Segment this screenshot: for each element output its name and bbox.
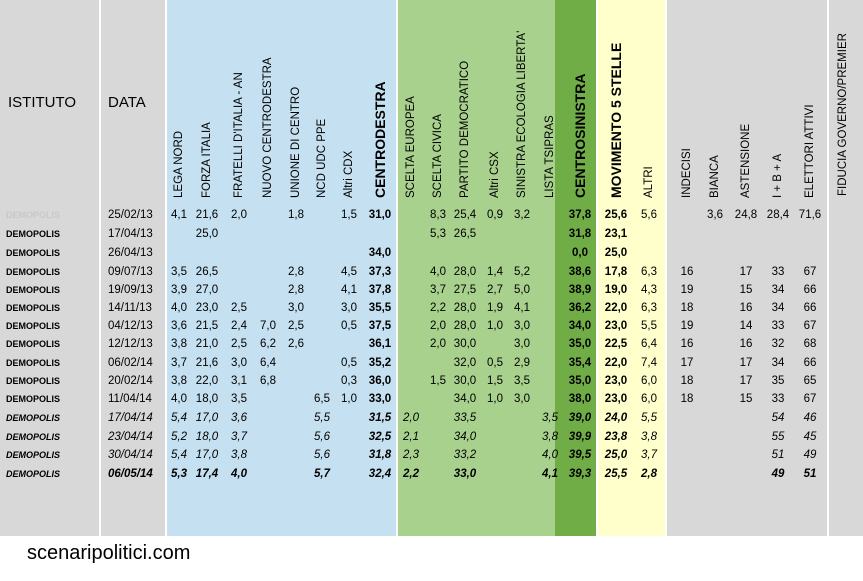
column-header: SINISTRA ECOLOGIA LIBERTA' (516, 30, 528, 198)
table-cell: 5,6 (641, 209, 657, 221)
table-cell: 6,0 (641, 393, 657, 405)
column-header: SCELTA CIVICA (432, 114, 444, 198)
source-credit: scenaripolitici.com (27, 542, 191, 564)
table-cell: 3,0 (514, 338, 530, 350)
table-cell: 3,0 (514, 320, 530, 332)
table-cell: 32,0 (453, 357, 477, 369)
table-cell: 28,0 (453, 320, 477, 332)
table-cell: 2,5 (231, 338, 247, 350)
table-cell: 5,0 (514, 284, 530, 296)
column-header: CENTROSINISTRA (572, 73, 588, 198)
table-cell: 2,0 (231, 209, 247, 221)
table-cell: 28,4 (766, 209, 790, 221)
table-cell: 8,3 (430, 209, 446, 221)
table-cell: 1,0 (341, 393, 357, 405)
table-cell: 24,8 (734, 209, 758, 221)
table-cell: 7,0 (260, 320, 276, 332)
table-cell: 71,6 (798, 209, 822, 221)
table-cell: 17,0 (195, 449, 219, 461)
table-cell: 2,7 (487, 284, 503, 296)
column-header: SCELTA EUROPEA (405, 96, 417, 198)
table-cell: 23,0 (604, 320, 628, 332)
row-istituto: DEMOPOLIS (6, 469, 61, 479)
table-cell: 0,5 (341, 357, 357, 369)
table-cell: 34 (771, 302, 785, 314)
table-cell: 49 (771, 468, 785, 480)
table-cell: 36,0 (368, 375, 392, 387)
table-cell: 27,5 (453, 284, 477, 296)
table-cell: 5,5 (314, 412, 330, 424)
table-cell: 17 (739, 266, 753, 278)
table-cell: 5,5 (641, 412, 657, 424)
table-cell: 0,3 (341, 375, 357, 387)
row-istituto: DEMOPOLIS (6, 321, 61, 331)
table-cell: 31,5 (368, 412, 392, 424)
table-cell: 2,9 (514, 357, 530, 369)
table-cell: 15 (739, 393, 753, 405)
table-cell: 22,5 (604, 338, 628, 350)
table-cell: 5,6 (314, 449, 330, 461)
table-cell: 17,4 (195, 468, 219, 480)
table-cell: 51 (771, 449, 785, 461)
table-cell: 4,3 (641, 284, 657, 296)
table-cell: 37,3 (368, 266, 392, 278)
column-header: FIDUCIA GOVERNO/PREMIER (837, 33, 849, 196)
table-cell: 4,0 (171, 393, 187, 405)
table-cell: 1,9 (487, 302, 503, 314)
table-cell: 3,8 (641, 431, 657, 443)
table-cell: 16 (680, 338, 694, 350)
table-cell: 5,3 (171, 468, 187, 480)
column-header: FRATELLI D'ITALIA - AN (233, 72, 245, 198)
table-cell: 6,5 (314, 393, 330, 405)
table-cell: 2,8 (288, 266, 304, 278)
column-separator (99, 0, 101, 536)
column-header: NCD UDC PPE (316, 118, 328, 198)
table-cell: 2,0 (403, 412, 419, 424)
row-date: 26/04/13 (108, 247, 153, 259)
table-cell: 18 (680, 393, 694, 405)
table-cell: 3,7 (641, 449, 657, 461)
table-cell: 5,2 (514, 266, 530, 278)
table-cell: 33,5 (453, 412, 477, 424)
table-cell: 21,5 (195, 320, 219, 332)
table-cell: 25,6 (604, 209, 628, 221)
table-cell: 55 (771, 431, 785, 443)
table-cell: 35,0 (568, 338, 592, 350)
table-cell: 33,0 (453, 468, 477, 480)
table-cell: 6,4 (641, 338, 657, 350)
table-cell: 18 (680, 302, 694, 314)
table-cell: 3,5 (171, 266, 187, 278)
table-cell: 5,4 (171, 449, 187, 461)
table-cell: 1,5 (487, 375, 503, 387)
table-cell: 45 (803, 431, 817, 443)
table-cell: 25,0 (604, 247, 628, 259)
table-cell: 19 (680, 284, 694, 296)
table-cell: 2,6 (288, 338, 304, 350)
table-cell: 30,0 (453, 338, 477, 350)
table-cell: 3,8 (231, 449, 247, 461)
table-cell: 18,0 (195, 431, 219, 443)
table-cell: 3,8 (171, 375, 187, 387)
table-cell: 4,5 (341, 266, 357, 278)
table-cell: 1,5 (430, 375, 446, 387)
table-cell: 3,7 (171, 357, 187, 369)
table-cell: 3,0 (288, 302, 304, 314)
column-separator (827, 0, 829, 536)
table-cell: 33 (771, 320, 785, 332)
row-date: 17/04/14 (108, 412, 153, 424)
table-cell: 15 (739, 284, 753, 296)
column-header: ALTRI (643, 166, 655, 198)
table-cell: 67 (803, 266, 817, 278)
table-cell: 3,0 (514, 393, 530, 405)
table-cell: 46 (803, 412, 817, 424)
table-cell: 35 (771, 375, 785, 387)
table-cell: 2,5 (288, 320, 304, 332)
table-cell: 2,5 (231, 302, 247, 314)
table-cell: 6,2 (260, 338, 276, 350)
table-cell: 3,6 (707, 209, 723, 221)
table-cell: 5,2 (171, 431, 187, 443)
table-cell: 32,4 (368, 468, 392, 480)
table-cell: 1,0 (487, 393, 503, 405)
table-cell: 19 (680, 320, 694, 332)
table-cell: 0,9 (487, 209, 503, 221)
row-date: 04/12/13 (108, 320, 153, 332)
table-cell: 36,1 (368, 338, 392, 350)
table-cell: 31,8 (368, 449, 392, 461)
table-cell: 7,4 (641, 357, 657, 369)
table-cell: 4,1 (171, 209, 187, 221)
row-istituto: DEMOPOLIS (6, 267, 61, 277)
table-cell: 54 (771, 412, 785, 424)
table-cell: 17 (739, 357, 753, 369)
table-cell: 23,0 (604, 393, 628, 405)
column-header: BIANCA (709, 155, 721, 198)
table-cell: 2,4 (231, 320, 247, 332)
table-cell: 3,8 (171, 338, 187, 350)
table-cell: 0,0 (572, 247, 588, 259)
table-cell: 28,0 (453, 302, 477, 314)
table-cell: 2,3 (403, 449, 419, 461)
row-istituto: DEMOPOLIS (6, 394, 61, 404)
row-date: 19/09/13 (108, 284, 153, 296)
table-cell: 38,6 (568, 266, 592, 278)
table-cell: 32 (771, 338, 785, 350)
row-date: 14/11/13 (108, 302, 152, 314)
row-date: 30/04/14 (108, 449, 153, 461)
table-cell: 31,0 (368, 209, 392, 221)
table-cell: 17,0 (195, 412, 219, 424)
table-cell: 4,0 (171, 302, 187, 314)
row-istituto: DEMOPOLIS (6, 413, 61, 423)
table-cell: 4,1 (341, 284, 357, 296)
table-cell: 5,4 (171, 412, 187, 424)
table-cell: 39,0 (568, 412, 592, 424)
table-cell: 36,2 (568, 302, 592, 314)
table-cell: 35,2 (368, 357, 392, 369)
table-cell: 25,0 (604, 449, 628, 461)
column-header: CENTRODESTRA (372, 81, 388, 198)
table-cell: 2,0 (430, 320, 446, 332)
table-cell: 18,0 (195, 393, 219, 405)
table-cell: 34,0 (568, 320, 592, 332)
table-cell: 18 (680, 375, 694, 387)
row-istituto: DEMOPOLIS (6, 358, 61, 368)
table-cell: 38,9 (568, 284, 592, 296)
table-cell: 33 (771, 266, 785, 278)
table-cell: 3,0 (231, 357, 247, 369)
table-cell: 67 (803, 320, 817, 332)
table-cell: 39,3 (568, 468, 592, 480)
column-header: ELETTORI ATTIVI (804, 104, 816, 198)
table-cell: 3,5 (231, 393, 247, 405)
table-cell: 37,8 (368, 284, 392, 296)
column-header: UNIONE DI CENTRO (290, 86, 302, 198)
table-cell: 37,5 (368, 320, 392, 332)
table-cell: 31,8 (568, 228, 592, 240)
table-cell: 4,1 (514, 302, 530, 314)
row-istituto: DEMOPOLIS (6, 339, 61, 349)
row-istituto: DEMOPOLIS (6, 285, 61, 295)
column-header: PARTITO DEMOCRATICO (459, 60, 471, 198)
table-cell: 3,1 (231, 375, 247, 387)
table-cell: 17 (739, 375, 753, 387)
table-cell: 39,9 (568, 431, 592, 443)
table-cell: 16 (680, 266, 694, 278)
table-cell: 23,0 (604, 375, 628, 387)
table-cell: 21,6 (195, 357, 219, 369)
column-header: Altri CDX (343, 150, 355, 198)
table-cell: 35,0 (568, 375, 592, 387)
column-header: FORZA ITALIA (201, 122, 213, 198)
header-istituto: ISTITUTO (8, 94, 77, 111)
column-header: LEGA NORD (173, 130, 185, 198)
column-header: ASTENSIONE (740, 123, 752, 198)
table-cell: 0,5 (341, 320, 357, 332)
table-cell: 3,5 (514, 375, 530, 387)
table-cell: 21,0 (195, 338, 219, 350)
row-date: 23/04/14 (108, 431, 153, 443)
table-cell: 35,5 (368, 302, 392, 314)
column-header: INDECISI (681, 148, 693, 198)
table-cell: 27,0 (195, 284, 219, 296)
row-date: 09/07/13 (108, 266, 153, 278)
table-cell: 1,5 (341, 209, 357, 221)
table-cell: 67 (803, 393, 817, 405)
column-header: LISTA TSIPRAS (544, 115, 556, 198)
table-cell: 3,7 (430, 284, 446, 296)
table-cell: 5,7 (314, 468, 330, 480)
row-istituto: DEMOPOLIS (6, 210, 61, 220)
table-cell: 3,5 (542, 412, 558, 424)
table-cell: 24,0 (604, 412, 628, 424)
table-cell: 6,3 (641, 266, 657, 278)
row-date: 25/02/13 (108, 209, 153, 221)
table-cell: 2,2 (403, 468, 419, 480)
column-header: MOVIMENTO 5 STELLE (608, 42, 624, 198)
table-cell: 38,0 (568, 393, 592, 405)
table-cell: 26,5 (195, 266, 219, 278)
row-istituto: DEMOPOLIS (6, 450, 61, 460)
table-cell: 66 (803, 284, 817, 296)
row-istituto: DEMOPOLIS (6, 303, 61, 313)
table-cell: 6,8 (260, 375, 276, 387)
table-cell: 19,0 (604, 284, 628, 296)
table-cell: 6,3 (641, 302, 657, 314)
row-istituto: DEMOPOLIS (6, 248, 61, 258)
table-cell: 34 (771, 284, 785, 296)
table-cell: 16 (739, 338, 753, 350)
row-date: 06/02/14 (108, 357, 153, 369)
table-cell: 2,8 (288, 284, 304, 296)
table-cell: 4,0 (231, 468, 247, 480)
table-cell: 17 (680, 357, 694, 369)
table-cell: 2,0 (430, 338, 446, 350)
table-cell: 17,8 (604, 266, 628, 278)
table-cell: 3,2 (514, 209, 530, 221)
table-cell: 34,0 (453, 393, 477, 405)
table-cell: 25,0 (195, 228, 219, 240)
table-cell: 5,3 (430, 228, 446, 240)
row-date: 06/05/14 (108, 468, 153, 480)
table-cell: 5,5 (641, 320, 657, 332)
table-cell: 1,8 (288, 209, 304, 221)
table-cell: 23,8 (604, 431, 628, 443)
table-cell: 68 (803, 338, 817, 350)
row-istituto: DEMOPOLIS (6, 376, 61, 386)
table-cell: 2,1 (403, 431, 419, 443)
table-cell: 2,2 (430, 302, 446, 314)
table-cell: 66 (803, 302, 817, 314)
table-cell: 22,0 (604, 302, 628, 314)
table-cell: 49 (803, 449, 817, 461)
table-cell: 22,0 (195, 375, 219, 387)
table-cell: 0,5 (487, 357, 503, 369)
table-cell: 1,4 (487, 266, 503, 278)
row-date: 20/02/14 (108, 375, 153, 387)
table-cell: 14 (739, 320, 753, 332)
row-date: 17/04/13 (108, 228, 153, 240)
table-cell: 25,4 (453, 209, 477, 221)
table-cell: 23,0 (195, 302, 219, 314)
table-cell: 3,8 (542, 431, 558, 443)
table-cell: 3,7 (231, 431, 247, 443)
table-cell: 65 (803, 375, 817, 387)
table-cell: 4,1 (542, 468, 558, 480)
table-cell: 34,0 (453, 431, 477, 443)
table-cell: 33,2 (453, 449, 477, 461)
table-cell: 39,5 (568, 449, 592, 461)
table-cell: 2,8 (641, 468, 657, 480)
row-date: 12/12/13 (108, 338, 153, 350)
row-date: 11/04/14 (108, 393, 152, 405)
table-cell: 3,0 (341, 302, 357, 314)
header-data: DATA (108, 94, 146, 111)
table-cell: 6,4 (260, 357, 276, 369)
table-cell: 35,4 (568, 357, 592, 369)
table-cell: 6,0 (641, 375, 657, 387)
column-header: Altri CSX (489, 151, 501, 198)
table-cell: 33,0 (368, 393, 392, 405)
table-cell: 23,1 (604, 228, 628, 240)
table-cell: 33 (771, 393, 785, 405)
table-cell: 32,5 (368, 431, 392, 443)
table-cell: 37,8 (568, 209, 592, 221)
table-cell: 3,9 (171, 284, 187, 296)
table-cell: 66 (803, 357, 817, 369)
table-cell: 4,0 (542, 449, 558, 461)
table-cell: 28,0 (453, 266, 477, 278)
table-cell: 4,0 (430, 266, 446, 278)
table-cell: 5,6 (314, 431, 330, 443)
table-cell: 3,6 (231, 412, 247, 424)
table-cell: 21,6 (195, 209, 219, 221)
table-cell: 25,5 (604, 468, 628, 480)
table-cell: 1,0 (487, 320, 503, 332)
table-cell: 30,0 (453, 375, 477, 387)
table-cell: 51 (803, 468, 817, 480)
table-cell: 3,6 (171, 320, 187, 332)
table-cell: 34,0 (368, 247, 392, 259)
column-header: NUOVO CENTRODESTRA (262, 57, 274, 198)
row-istituto: DEMOPOLIS (6, 432, 61, 442)
table-cell: 16 (739, 302, 753, 314)
table-cell: 22,0 (604, 357, 628, 369)
table-cell: 34 (771, 357, 785, 369)
column-header: I + B + A (772, 153, 784, 198)
row-istituto: DEMOPOLIS (6, 229, 61, 239)
table-cell: 26,5 (453, 228, 477, 240)
